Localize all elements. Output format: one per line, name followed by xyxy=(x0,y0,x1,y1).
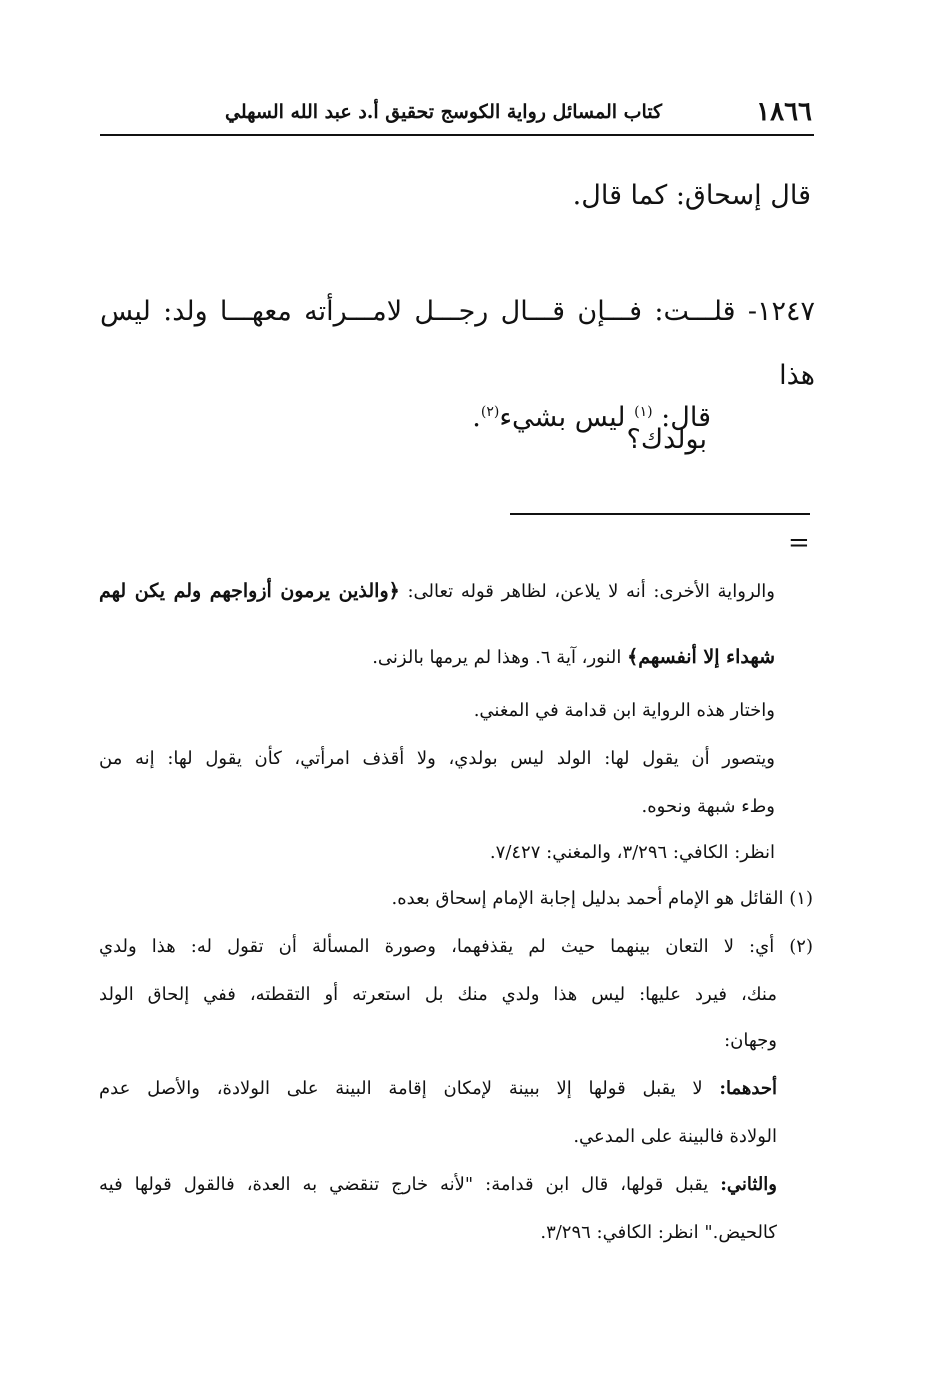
footnote-separator xyxy=(510,513,810,515)
note-line-1-text: والرواية الأخرى: أنه لا يلاعن، لظاهر قوله تعالى: xyxy=(399,581,775,602)
footnote-2-line-2: منك، فيرد عليها: ليس هذا ولدي منك بل استعرته أو التقطته، ففي إلحاق الولد xyxy=(99,984,777,1005)
running-title: كتاب المسائل رواية الكوسج تحقيق أ.د عبد الله السهلي xyxy=(225,101,663,123)
second-view-term: والثاني: xyxy=(720,1174,777,1195)
footnote-2-line-3: وجهان: xyxy=(724,1030,777,1051)
question-1247-line-2: بولدك؟ xyxy=(626,424,707,455)
note-line-5: وطء شبهة ونحوه. xyxy=(641,796,775,817)
note-line-4: ويتصور أن يقول لها: الولد ليس بولدي، ولا أقذف امرأتي، كأن يقول لها: إنه من xyxy=(99,748,775,769)
footnote-ref-1: (١) xyxy=(634,404,653,420)
quran-verse-part-1: ﴿والذين يرمون أزواجهم ولم يكن لهم xyxy=(99,580,400,602)
answer-text: ليس بشيء xyxy=(499,402,635,433)
note-line-2-text: النور، آية ٦. وهذا لم يرمها بالزنى. xyxy=(372,647,628,668)
answer-prefix: قال: xyxy=(652,402,711,433)
note-line-2 xyxy=(372,646,775,668)
footnote-1: (١) القائل هو الإمام أحمد بدليل إجابة الإمام إسحاق بعده. xyxy=(391,888,813,909)
footnote-2-line-7: كالحيض." انظر: الكافي: ٣/٢٩٦. xyxy=(540,1222,777,1243)
note-line-1 xyxy=(99,580,775,602)
answer-end: . xyxy=(472,402,481,433)
first-view-text: لا يقبل قولها إلا ببينة لإمكان إقامة البينة على الولادة، والأصل عدم xyxy=(99,1078,720,1099)
footnote-2-line-1: (٢) أي: لا التعان بينهما حيث لم يقذفهما، وصورة المسألة أن تقول له: هذا ولدي xyxy=(99,936,813,957)
second-view-text: يقبل قولها، قال ابن قدامة: "لأنه خارج تنقضي به العدة، فالقول قولها فيه xyxy=(99,1174,721,1195)
question-1247 xyxy=(98,280,813,472)
footnote-2-line-6 xyxy=(99,1174,777,1195)
quran-verse-part-2: شهداء إلا أنفسهم﴾ xyxy=(627,646,775,668)
first-view-term: أحدهما: xyxy=(719,1078,777,1099)
footnote-ref-2: (٢) xyxy=(480,404,500,420)
footnote-2-line-5: الولادة فالبينة على المدعي. xyxy=(573,1126,777,1147)
answer-1247 xyxy=(472,402,711,433)
ishaq-reply: قال إسحاق: كما قال. xyxy=(572,180,811,211)
question-1247-line-1: ١٢٤٧- قلـــت: فـــإن قـــال رجـــل لامـــرأته معهـــا ولد: ليس هذا xyxy=(100,296,815,391)
note-line-6: انظر: الكافي: ٣/٢٩٦، والمغني: ٧/٤٢٧. xyxy=(489,842,775,863)
continuation-mark: = xyxy=(788,528,810,558)
footnote-2-line-4 xyxy=(99,1078,777,1099)
header-rule xyxy=(100,134,814,136)
running-header xyxy=(100,94,812,130)
page-number: ١٨٦٦ xyxy=(756,97,812,127)
note-line-3: واختار هذه الرواية ابن قدامة في المغني. xyxy=(473,700,775,721)
